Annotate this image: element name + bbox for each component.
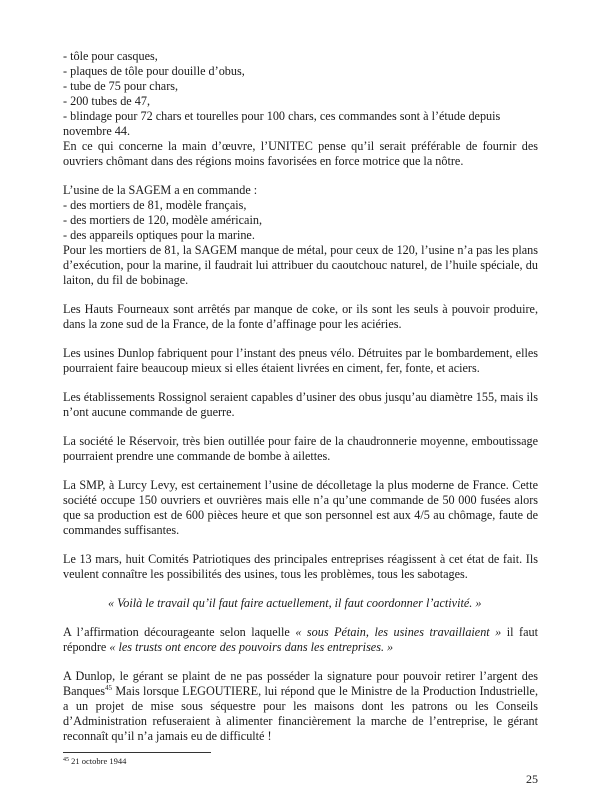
list-item: - 200 tubes de 47, — [63, 94, 150, 108]
paragraph-reservoir: La société le Réservoir, très bien outillée pour faire de la chaudronnerie moyenne, emboutissage pourraient prendre une commande de bombe à ailettes. — [63, 434, 538, 463]
footnote-reference[interactable]: 45 — [104, 684, 112, 692]
text: il faut répondre — [63, 625, 538, 654]
paragraph-rossignol: Les établissements Rossignol seraient capables d’usiner des obus jusqu’au diamètre 155, mais ils n’ont aucune commande de guerre. — [63, 390, 538, 419]
footnote — [63, 756, 538, 767]
text: A l’affirmation décourageante selon laquelle — [63, 625, 296, 639]
page-number: 25 — [526, 772, 538, 786]
paragraph-13-mars: Le 13 mars, huit Comités Patriotiques des principales entreprises réagissent à cet état de fait. Ils veulent connaître les possibilités des usines, tous les problèmes, tous les sabotages. — [63, 552, 538, 581]
paragraph-unitec: En ce qui concerne la main d’œuvre, l’UNITEC pense qu’il serait préférable de fournir des ouvriers chômant dans des régions moins favorisées en force motrice que la nôtre. — [63, 139, 538, 168]
list-item: - plaques de tôle pour douille d’obus, — [63, 64, 245, 78]
text: A Dunlop, le gérant se plaint de ne pas posséder la signature pour pouvoir retirer l’argent des Banques — [63, 669, 538, 698]
armament-list — [63, 49, 538, 139]
list-item: - des mortiers de 81, modèle français, — [63, 198, 247, 212]
list-item: - tôle pour casques, — [63, 49, 158, 63]
page-spacer — [63, 744, 538, 750]
paragraph-affirmation — [63, 625, 538, 655]
paragraph-smp: La SMP, à Lurcy Levy, est certainement l’usine de décolletage la plus moderne de France. Cette société occupe 150 ouvriers et ouvrières mais elle n’a qu’une commande de 50 000 fusées alors que sa production est de 600 pièces heure et que son personnel est aux 4/5 au chômage, faute de commandes suffisantes. — [63, 478, 538, 537]
paragraph-dunlop-gerant — [63, 669, 538, 744]
list-item: - blindage pour 72 chars et tourelles pour 100 chars, ces commandes sont à l’étude depuis novembre 44. — [63, 109, 501, 138]
footnote-separator — [63, 752, 211, 753]
quote-travail: « Voilà le travail qu’il faut faire actuellement, il faut coordonner l’activité. » — [108, 596, 482, 610]
footnote-text: 21 octobre 1944 — [69, 756, 127, 766]
list-item: - des mortiers de 120, modèle américain, — [63, 213, 262, 227]
paragraph-hauts-fourneaux: Les Hauts Fourneaux sont arrêtés par manque de coke, or ils sont les seuls à pouvoir produire, dans la zone sud de la France, de la fonte d’affinage pour les aciéries. — [63, 302, 538, 331]
paragraph-dunlop: Les usines Dunlop fabriquent pour l’instant des pneus vélo. Détruites par le bombardement, elles pourraient faire beaucoup mieux si elles étaient livrées en ciment, fer, fonte, et aciers. — [63, 346, 538, 375]
footnote-number: 45 — [63, 757, 69, 763]
text: Mais lorsque LEGOUTIERE, lui répond que le Ministre de la Production Industrielle, a un projet de mise sous séquestre pour les maisons dont les patrons ou les Conseils d’Administration refuseraient à alimenter financièrement la marche de l’entreprise, le gérant reconnaît qu’il n’a jamais eu de difficulté ! — [63, 684, 538, 743]
list-item: - tube de 75 pour chars, — [63, 79, 179, 93]
document-body — [63, 49, 538, 744]
quote-petain: « sous Pétain, les usines travaillaient » — [295, 625, 502, 639]
quote-trusts: « les trusts ont encore des pouvoirs dans les entreprises. » — [109, 640, 394, 654]
sagem-intro: L’usine de la SAGEM a en commande : — [63, 183, 258, 197]
sagem-detail: Pour les mortiers de 81, la SAGEM manque de métal, pour ceux de 120, l’usine n’a pas les plans d’exécution, pour la marine, il faudrait lui attribuer du caoutchouc naturel, de l’huile spéciale, du laiton, du fil de bobinage. — [63, 243, 538, 287]
list-item: - des appareils optiques pour la marine. — [63, 228, 255, 242]
sagem-section — [63, 183, 538, 288]
